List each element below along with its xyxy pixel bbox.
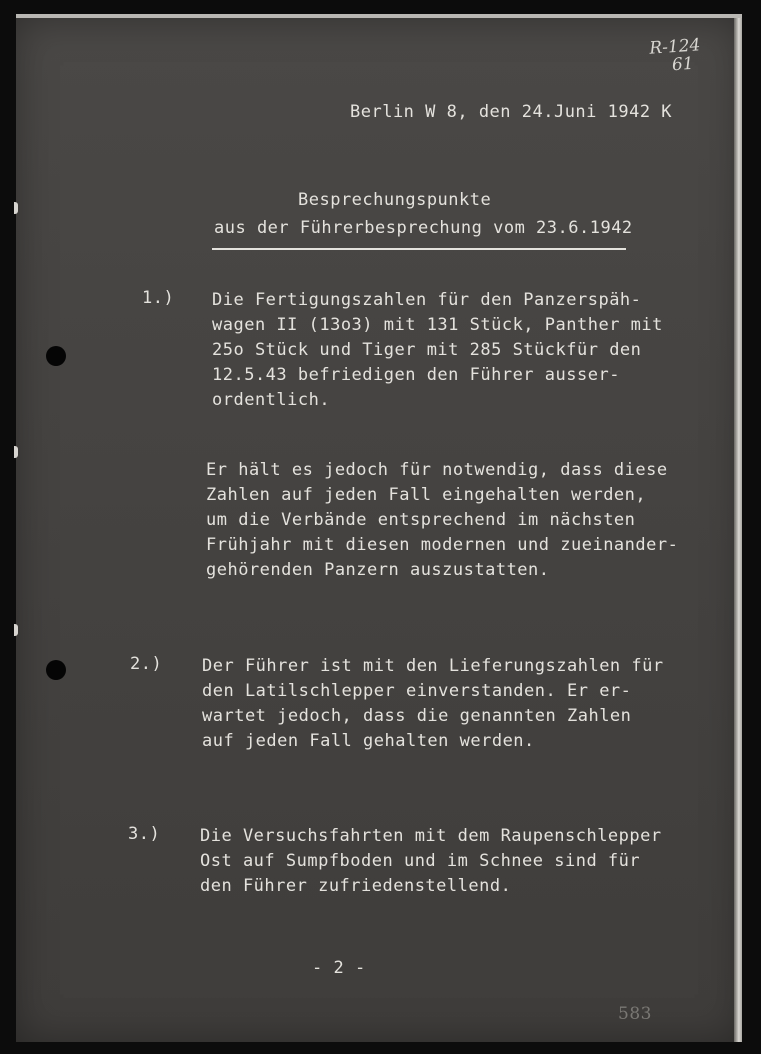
item-number-3: 3.) — [128, 824, 161, 844]
title-line-1: Besprechungspunkte — [298, 190, 492, 210]
text-line: Der Führer ist mit den Lieferungszahlen für — [202, 656, 664, 676]
binding-mark — [14, 624, 18, 636]
item-1-paragraph-2 — [206, 458, 678, 583]
place-date: Berlin W 8, den 24.Juni 1942 K — [350, 102, 673, 122]
text-line: ordentlich. — [212, 390, 331, 410]
text-line: Die Versuchsfahrten mit dem Raupenschlepper — [200, 826, 662, 846]
paper-edge — [734, 18, 742, 1042]
page-number: - 2 - — [312, 958, 366, 978]
title-underline — [212, 248, 626, 250]
item-number-2: 2.) — [130, 654, 163, 674]
text-line: den Latilschlepper einverstanden. Er er- — [202, 681, 632, 701]
text-line: Die Fertigungszahlen für den Panzerspäh- — [212, 290, 642, 310]
document-page — [16, 14, 742, 1042]
text-line: wagen II (13o3) mit 131 Stück, Panther mit — [212, 315, 663, 335]
text-line: gehörenden Panzern auszustatten. — [206, 560, 550, 580]
text-line: Frühjahr mit diesen modernen und zueinander- — [206, 535, 679, 555]
handwritten-reference — [649, 36, 702, 75]
item-1-paragraph-1 — [212, 288, 663, 413]
text-line: 25o Stück und Tiger mit 285 Stückfür den — [212, 340, 642, 360]
item-3-paragraph-1 — [200, 824, 662, 899]
text-line: Zahlen auf jeden Fall eingehalten werden, — [206, 485, 647, 505]
item-number-1: 1.) — [142, 288, 175, 308]
item-2-paragraph-1 — [202, 654, 664, 754]
text-line: auf jeden Fall gehalten werden. — [202, 731, 535, 751]
text-line: um die Verbände entsprechend im nächsten — [206, 510, 636, 530]
text-line: den Führer zufriedenstellend. — [200, 876, 512, 896]
binding-mark — [14, 202, 18, 214]
binding-mark — [14, 446, 18, 458]
reference-line-1: R-124 — [648, 35, 702, 59]
text-line: Er hält es jedoch für notwendig, dass diese — [206, 460, 668, 480]
punch-hole-lower — [46, 660, 66, 680]
text-line: Ost auf Sumpfboden und im Schnee sind für — [200, 851, 641, 871]
text-line: wartet jedoch, dass die genannten Zahlen — [202, 706, 632, 726]
reference-line-2: 61 — [671, 53, 695, 76]
text-line: 12.5.43 befriedigen den Führer ausser- — [212, 365, 620, 385]
archive-stamp-number: 583 — [618, 1004, 652, 1024]
title-line-2: aus der Führerbesprechung vom 23.6.1942 — [214, 218, 633, 238]
punch-hole-upper — [46, 346, 66, 366]
